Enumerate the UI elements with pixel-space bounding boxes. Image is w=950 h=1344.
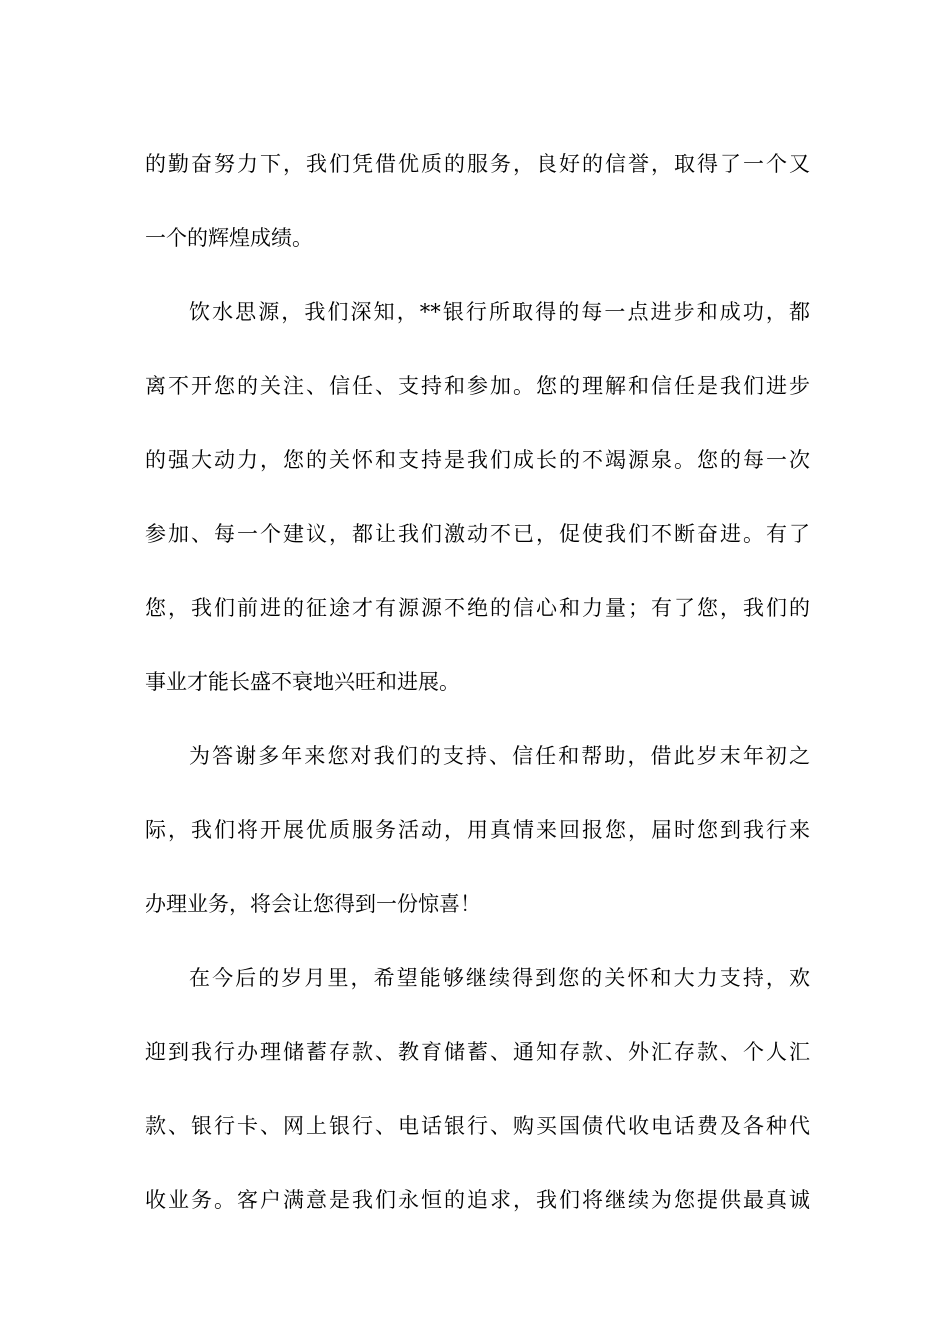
text-line: 款、银行卡、网上银行、电话银行、购买国债代收电话费及各种代: [145, 1114, 810, 1138]
paragraph-start-line: 在今后的岁月里，希望能够继续得到您的关怀和大力支持，欢: [189, 966, 810, 990]
text-line: 的强大动力，您的关怀和支持是我们成长的不竭源泉。您的每一次: [145, 448, 810, 472]
text-line: 的勤奋努力下，我们凭借优质的服务，良好的信誉，取得了一个又: [145, 152, 810, 176]
text-line: 事业才能长盛不衰地兴旺和进展。: [145, 670, 460, 694]
text-line: 您，我们前进的征途才有源源不绝的信心和力量；有了您，我们的: [145, 596, 810, 620]
text-line: 办理业务，将会让您得到一份惊喜！: [145, 892, 481, 916]
text-line: 参加、每一个建议，都让我们激动不已，促使我们不断奋进。有了: [145, 522, 810, 546]
text-line: 际，我们将开展优质服务活动，用真情来回报您，届时您到我行来: [145, 818, 810, 842]
document-body: [145, 127, 810, 1237]
text-line: 离不开您的关注、信任、支持和参加。您的理解和信任是我们进步: [145, 374, 810, 398]
text-line: 收业务。客户满意是我们永恒的追求，我们将继续为您提供最真诚: [145, 1188, 810, 1212]
paragraph-start-line: 饮水思源，我们深知，**银行所取得的每一点进步和成功，都: [189, 300, 810, 324]
text-line: 迎到我行办理储蓄存款、教育储蓄、通知存款、外汇存款、个人汇: [145, 1040, 810, 1064]
text-line: 一个的辉煌成绩。: [145, 226, 313, 250]
paragraph-start-line: 为答谢多年来您对我们的支持、信任和帮助，借此岁末年初之: [189, 744, 810, 768]
